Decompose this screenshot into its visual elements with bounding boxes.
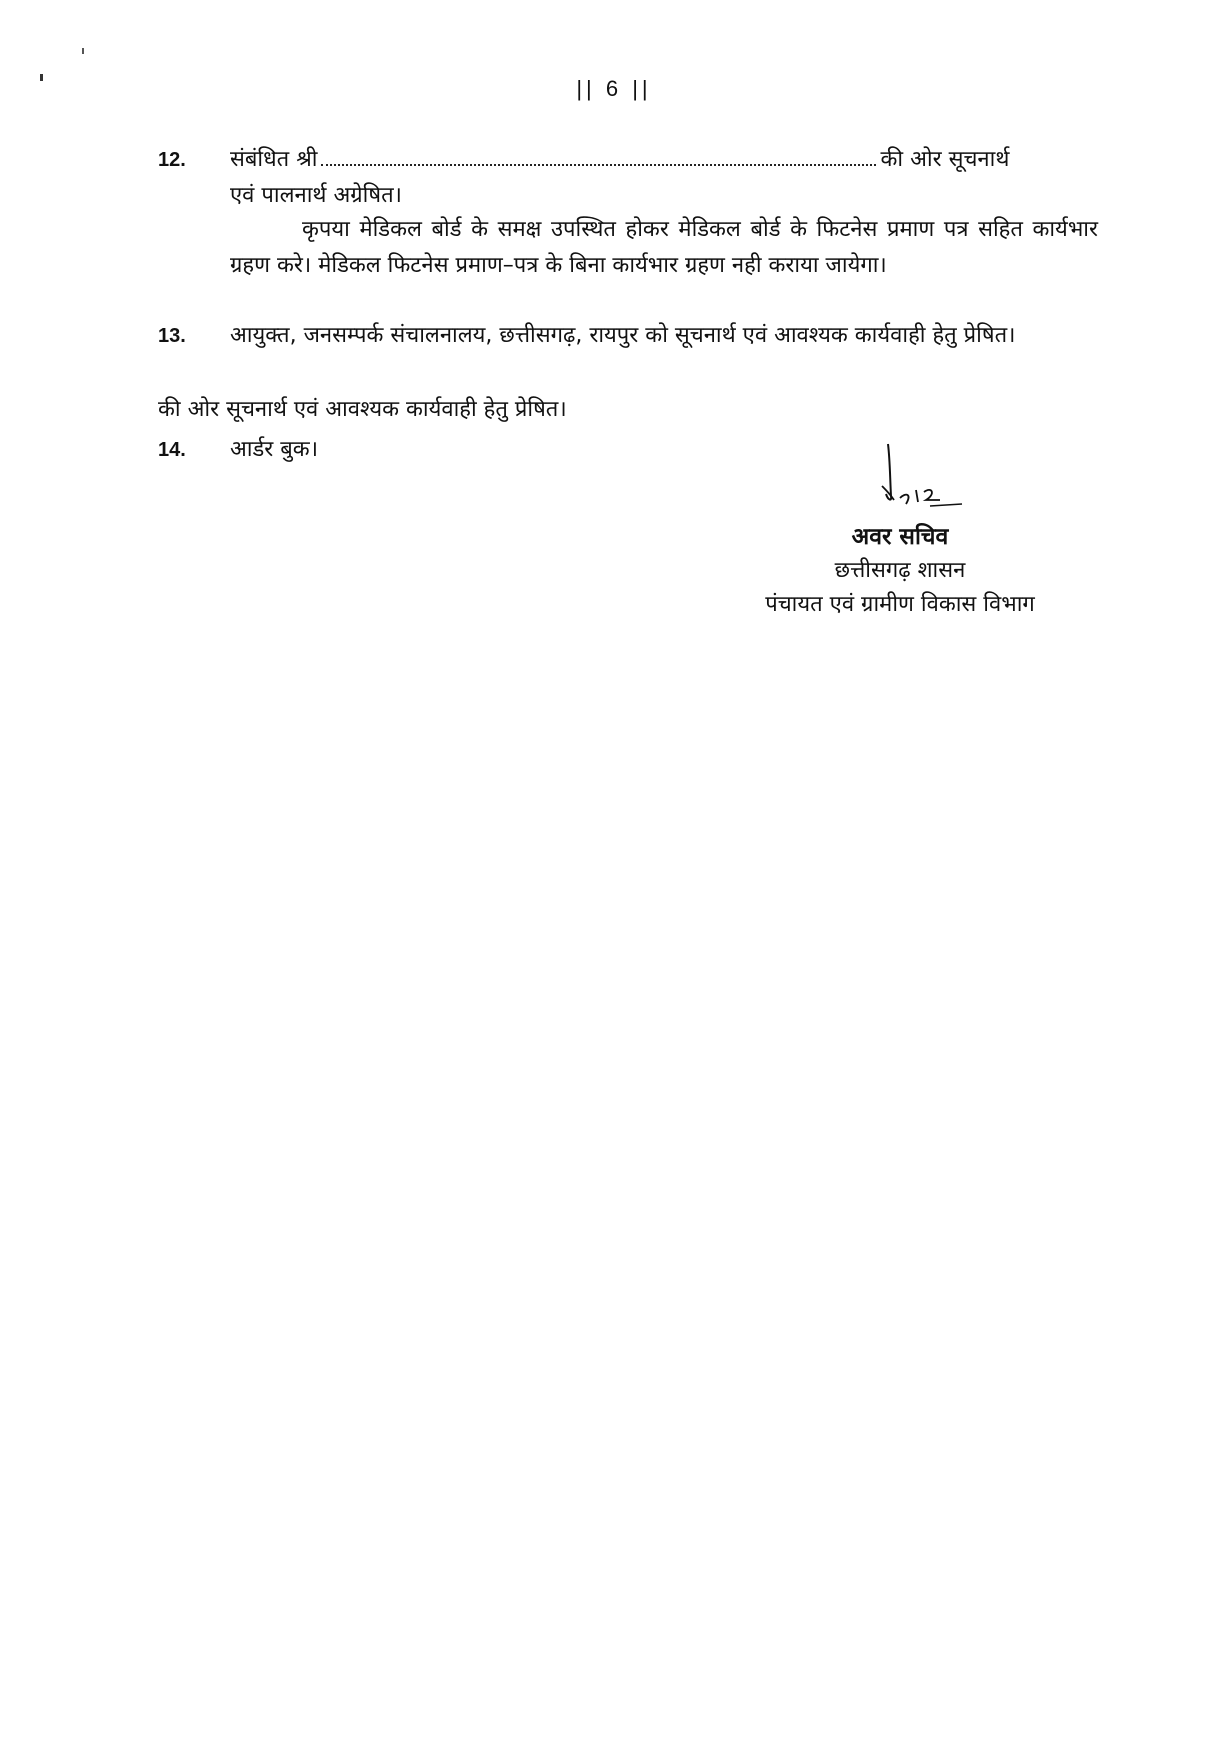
item-12-prefix: संबंधित श्री <box>230 147 318 172</box>
page-number: || 6 || <box>576 76 652 101</box>
item-number: 12. <box>158 149 186 171</box>
item-12-paragraph: कृपया मेडिकल बोर्ड के समक्ष उपस्थित होकर मेडिकल बोर्ड के फिटनेस प्रमाण पत्र सहित कार्यभार ग्रहण करे। मेडिकल फिटनेस प्रमाण–पत्र के बिना कार्यभार ग्रहण नही कराया जायेगा। <box>230 217 1098 278</box>
item-12 <box>158 142 1098 214</box>
signatory-department: पंचायत एवं ग्रामीण विकास विभाग <box>765 592 1035 617</box>
item-number: 14. <box>158 439 186 461</box>
item-13 <box>158 318 1098 354</box>
blank-name-field <box>321 146 876 166</box>
signatory-government: छत्तीसगढ़ शासन <box>834 558 966 583</box>
signature-block <box>700 520 1100 622</box>
signatory-designation: अवर सचिव <box>851 524 949 550</box>
scan-speck <box>82 48 84 54</box>
forwarding-line: की ओर सूचनार्थ एवं आवश्यक कार्यवाही हेतु प्रेषित। <box>158 397 567 422</box>
item-12-continuation: एवं पालनार्थ अग्रेषित। <box>230 183 402 208</box>
item-body <box>230 142 1098 214</box>
item-number: 13. <box>158 325 186 347</box>
item-14-text: आर्डर बुक। <box>230 437 319 462</box>
handwritten-signature <box>860 440 970 530</box>
item-13-text: आयुक्त, जनसम्पर्क संचालनालय, छत्तीसगढ़, रायपुर को सूचनार्थ एवं आवश्यक कार्यवाही हेतु प्रेषित। <box>230 323 1016 348</box>
item-12-suffix: की ओर सूचनार्थ <box>880 147 1010 172</box>
